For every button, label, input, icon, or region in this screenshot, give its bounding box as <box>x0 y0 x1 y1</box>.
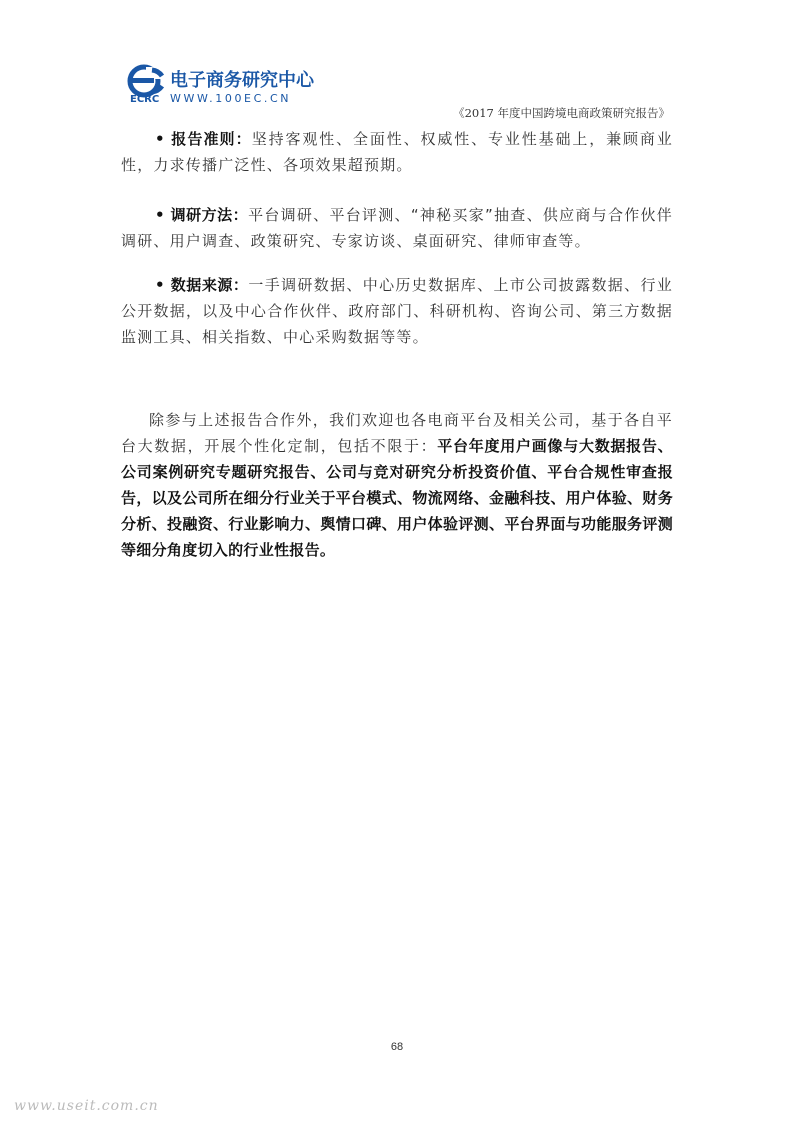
section-report-principles <box>121 126 673 178</box>
section-label: • 报告准则： <box>155 130 252 148</box>
logo-chinese-name: 电子商务研究中心 <box>170 70 314 91</box>
section-label: • 数据来源： <box>155 276 249 294</box>
section-label: • 调研方法： <box>155 206 249 224</box>
closing-services: 平台年度用户画像与大数据报告、公司案例研究专题研究报告、公司与竞对研究分析投资价值、平台合规性审查报告，以及公司所在细分行业关于平台模式、物流网络、金融科技、用户体验、财务分析、投融资、行业影响力、舆情口碑、用户体验评测、平台界面与功能服务评测等细分角度切入的行业性报告。 <box>121 437 673 559</box>
logo-abbreviation: ECRC <box>130 94 160 105</box>
section-text: 坚持客观性、全面性、权威性、专业性基础上，兼顾商业性，力求传播广泛性、各项效果超预期。 <box>121 130 673 174</box>
closing-intro: 除参与上述报告合作外，我们欢迎也各电商平台及相关公司，基于各自平台大数据，开展个性化定制，包括不限于： <box>121 411 673 455</box>
logo-url: WWW.100EC.CN <box>170 92 292 105</box>
ecrc-logo <box>122 64 322 108</box>
section-text: 一手调研数据、中心历史数据库、上市公司披露数据、行业公开数据，以及中心合作伙伴、政府部门、科研机构、咨询公司、第三方数据监测工具、相关指数、中心采购数据等等。 <box>121 276 673 346</box>
section-data-sources <box>121 272 673 350</box>
section-text: 平台调研、平台评测、“神秘买家”抽查、供应商与合作伙伴调研、用户调查、政策研究、专家访谈、桌面研究、律师审查等。 <box>121 206 673 250</box>
closing-paragraph <box>121 407 673 563</box>
report-title: 《2017 年度中国跨境电商政策研究报告》 <box>453 106 670 120</box>
page-number: 68 <box>390 1041 404 1053</box>
watermark: www.useit.com.cn <box>14 1098 159 1114</box>
section-research-methods <box>121 202 673 254</box>
